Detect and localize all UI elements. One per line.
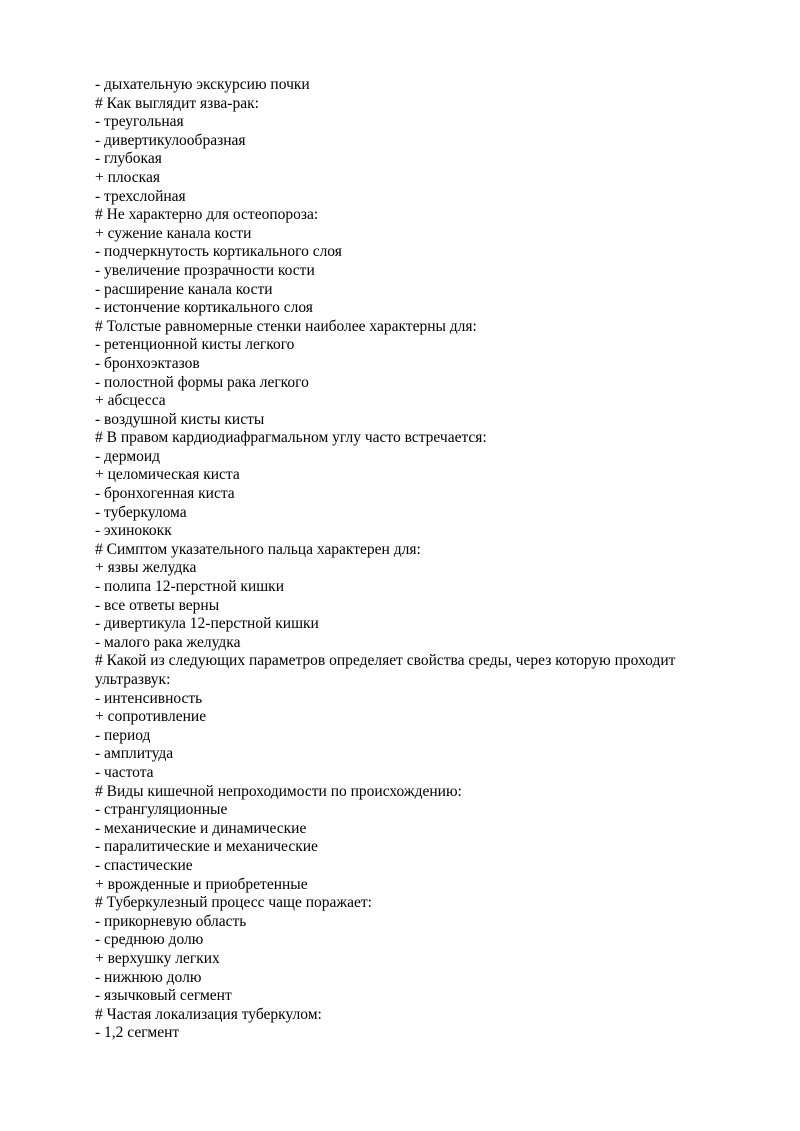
answer-option: - увеличение прозрачности кости bbox=[95, 261, 315, 279]
question-line: # Какой из следующих параметров определяет свойства среды, через которую проходит bbox=[95, 652, 676, 670]
answer-option: - нижнюю долю bbox=[95, 968, 202, 986]
correct-answer-option: + сопротивление bbox=[95, 708, 207, 726]
correct-answer-option: + целомическая киста bbox=[95, 466, 240, 484]
answer-option: - дивертикулообразная bbox=[95, 131, 246, 149]
question-line: # Туберкулезный процесс чаще поражает: bbox=[95, 894, 372, 912]
answer-option: - период bbox=[95, 726, 151, 744]
answer-option: - паралитические и механические bbox=[95, 838, 318, 856]
answer-option: - воздушной кисты кисты bbox=[95, 410, 265, 428]
question-line: # Как выглядит язва-рак: bbox=[95, 94, 259, 112]
question-line: # Виды кишечной непроходимости по происхождению: bbox=[95, 782, 462, 800]
answer-option: - механические и динамические bbox=[95, 819, 307, 837]
answer-option: - истончение кортикального слоя bbox=[95, 299, 313, 317]
answer-option: - спастические bbox=[95, 856, 193, 874]
answer-option: - язычковый сегмент bbox=[95, 987, 232, 1005]
answer-option: - эхинококк bbox=[95, 522, 172, 540]
answer-option: - туберкулома bbox=[95, 503, 187, 521]
answer-option: - дермоид bbox=[95, 447, 161, 465]
answer-option: - ретенционной кисты легкого bbox=[95, 336, 295, 354]
correct-answer-option: + верхушку легких bbox=[95, 949, 220, 967]
answer-option: - прикорневую область bbox=[95, 912, 247, 930]
question-line: # В правом кардиодиафрагмальном углу часто встречается: bbox=[95, 429, 487, 447]
answer-option: - бронхоэктазов bbox=[95, 354, 200, 372]
document-body bbox=[95, 76, 735, 1043]
correct-answer-option: + сужение канала кости bbox=[95, 224, 252, 242]
answer-option: - подчеркнутость кортикального слоя bbox=[95, 243, 342, 261]
answer-option: - бронхогенная киста bbox=[95, 485, 235, 503]
answer-option: - 1,2 сегмент bbox=[95, 1024, 180, 1042]
answer-option: - все ответы верны bbox=[95, 596, 220, 614]
answer-option: - странгуляционные bbox=[95, 801, 228, 819]
question-line: # Симптом указательного пальца характерен для: bbox=[95, 540, 421, 558]
answer-option: - трехслойная bbox=[95, 187, 186, 205]
correct-answer-option: + врожденные и приобретенные bbox=[95, 875, 308, 893]
answer-option: - полипа 12-перстной кишки bbox=[95, 578, 284, 596]
answer-option: - расширение канала кости bbox=[95, 280, 273, 298]
answer-option: - дыхательную экскурсию почки bbox=[95, 76, 310, 93]
answer-option: - дивертикула 12-перстной кишки bbox=[95, 615, 319, 633]
answer-option: - частота bbox=[95, 763, 154, 781]
correct-answer-option: + плоская bbox=[95, 168, 160, 186]
question-line: # Толстые равномерные стенки наиболее характерны для: bbox=[95, 317, 477, 335]
answer-option: - интенсивность bbox=[95, 689, 203, 707]
answer-option: - среднюю долю bbox=[95, 931, 204, 949]
correct-answer-option: + абсцесса bbox=[95, 392, 166, 410]
question-line: # Не характерно для остеопороза: bbox=[95, 206, 319, 224]
answer-option: - малого рака желудка bbox=[95, 633, 241, 651]
answer-option: - полостной формы рака легкого bbox=[95, 373, 309, 391]
question-continuation: ультразвук: bbox=[95, 671, 171, 688]
answer-option: - треугольная bbox=[95, 113, 184, 131]
correct-answer-option: + язвы желудка bbox=[95, 559, 197, 577]
question-line: # Частая локализация туберкулом: bbox=[95, 1005, 322, 1023]
answer-option: - глубокая bbox=[95, 150, 162, 168]
answer-option: - амплитуда bbox=[95, 745, 174, 763]
